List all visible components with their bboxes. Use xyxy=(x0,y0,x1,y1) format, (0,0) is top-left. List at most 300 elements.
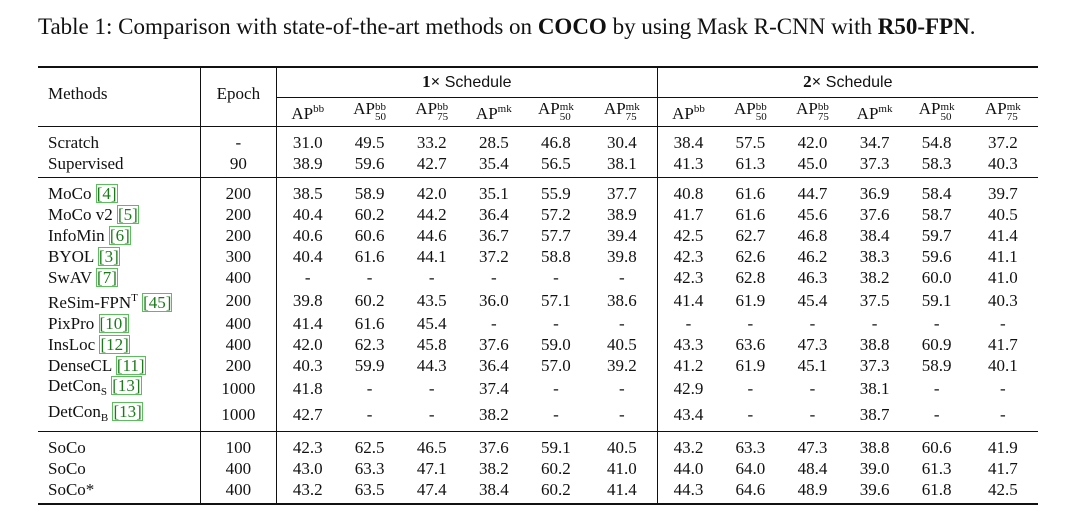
epoch-cell: 400 xyxy=(200,479,276,504)
method-name-cell xyxy=(38,153,200,178)
caption-backbone: R50-FPN xyxy=(877,14,970,39)
table-row xyxy=(38,267,1038,288)
metric-value-cell: 42.9 xyxy=(673,379,704,398)
metric-value-cell: 38.1 xyxy=(587,153,657,178)
metric-value-cell: 61.9 xyxy=(735,355,766,375)
metric-value-cell: 61.9 xyxy=(735,290,766,310)
epoch-cell: 200 xyxy=(200,288,276,313)
table-row xyxy=(38,153,1038,178)
method-superscript: T xyxy=(131,292,138,304)
metric-value-cell: 41.8 xyxy=(292,379,323,398)
method-name-cell xyxy=(38,313,200,334)
table-row xyxy=(38,432,1038,459)
metric-value-cell: 28.5 xyxy=(478,132,509,152)
citation-ref: [3] xyxy=(98,246,119,266)
metric-value-cell: 57.2 xyxy=(541,204,571,224)
metric-value-cell: - xyxy=(587,402,657,432)
metric-value-cell: 42.7 xyxy=(292,405,323,424)
metric-value-cell: 58.7 xyxy=(921,204,952,224)
method-name-cell xyxy=(38,127,200,154)
metric-value-cell: 38.2 xyxy=(478,405,509,424)
metric-supsub xyxy=(756,102,767,122)
metric-value-cell: 41.4 xyxy=(987,225,1018,245)
metric-supsub xyxy=(941,102,955,122)
metric-value-cell: 34.7 xyxy=(859,132,890,152)
metric-value-cell: - xyxy=(553,405,559,424)
metric-value-cell: 40.3 xyxy=(987,153,1018,173)
metric-supsub xyxy=(818,102,829,122)
metric-value-cell: 44.1 xyxy=(416,246,447,266)
method-name: MoCo v2 xyxy=(48,204,117,224)
metric-value-cell: 38.5 xyxy=(292,183,323,203)
metric-value-cell: 40.3 xyxy=(292,355,323,375)
metric-value-cell: 42.3 xyxy=(673,267,704,287)
citation-ref: [11] xyxy=(116,355,145,375)
epoch-cell: 200 xyxy=(200,225,276,246)
metric-value-cell: 63.3 xyxy=(735,437,766,457)
metric-value-cell: 38.8 xyxy=(859,334,890,354)
method-name-cell xyxy=(38,288,200,313)
metric-value-cell: 46.8 xyxy=(797,225,828,245)
metric-value-cell: 61.3 xyxy=(735,153,766,173)
citation-ref: [13] xyxy=(113,402,142,421)
metric-header xyxy=(968,98,1038,127)
citation-ref: [45] xyxy=(143,293,172,312)
metric-value-cell: - xyxy=(587,376,657,402)
metric-value-cell: 47.4 xyxy=(416,479,447,499)
method-subscript: B xyxy=(100,412,109,424)
metric-sub: 75 xyxy=(437,111,449,123)
method-name: InfoMin xyxy=(48,225,109,245)
metric-value-cell: 61.6 xyxy=(354,313,385,333)
metric-value-cell: 45.1 xyxy=(797,355,828,375)
metric-value-cell: 60.2 xyxy=(354,290,385,310)
metric-header xyxy=(844,98,906,127)
metric-header xyxy=(719,98,781,127)
method-name: SoCo xyxy=(48,437,86,457)
metric-value-cell: 60.6 xyxy=(354,225,385,245)
metric-value-cell: 41.4 xyxy=(587,479,657,504)
metric-value-cell: 37.3 xyxy=(859,355,890,375)
metric-value-cell: 41.2 xyxy=(673,355,704,375)
epoch-cell: 400 xyxy=(200,313,276,334)
metric-value-cell: 42.0 xyxy=(416,183,447,203)
metric-value-cell: 38.8 xyxy=(859,437,890,457)
ssl-methods-group xyxy=(38,178,1038,432)
schedule-1x-header: 1× Schedule xyxy=(276,67,657,98)
metric-value-cell: 56.5 xyxy=(541,153,571,173)
metric-value-cell: 63.3 xyxy=(354,458,385,478)
metric-sub: 50 xyxy=(755,111,767,123)
metric-value-cell: 63.5 xyxy=(354,479,385,499)
metric-value-cell: - xyxy=(809,379,816,398)
metric-value-cell: 41.0 xyxy=(987,267,1018,287)
method-name-cell xyxy=(38,479,200,504)
metric-value-cell: 43.5 xyxy=(416,290,447,310)
metric-base: AP xyxy=(475,104,498,123)
metric-sup: mk xyxy=(559,101,574,113)
metric-supsub xyxy=(1007,102,1021,122)
metric-value-cell: - xyxy=(366,405,373,424)
metric-value-cell: 37.3 xyxy=(859,153,890,173)
metric-value-cell: 57.5 xyxy=(735,132,766,152)
metric-value-cell: 40.4 xyxy=(292,204,323,224)
metric-value-cell: 39.8 xyxy=(587,246,657,267)
metric-base: AP xyxy=(856,104,879,123)
epoch-cell: 100 xyxy=(200,432,276,459)
metric-value-cell: 38.4 xyxy=(859,225,890,245)
metric-value-cell: 47.3 xyxy=(797,334,828,354)
metric-value-cell: 36.0 xyxy=(478,290,509,310)
metric-value-cell: 33.2 xyxy=(416,132,447,152)
metric-value-cell: 61.6 xyxy=(735,183,766,203)
metric-header xyxy=(587,98,657,127)
caption-suffix: . xyxy=(969,14,976,39)
metric-value-cell: 58.4 xyxy=(921,183,952,203)
metric-value-cell: - xyxy=(933,405,940,424)
metric-value-cell: 43.0 xyxy=(292,458,323,478)
metric-sub: 50 xyxy=(559,111,571,123)
citation-ref: [13] xyxy=(112,376,141,395)
table-caption xyxy=(38,14,1048,40)
metric-value-cell: 59.0 xyxy=(541,334,571,354)
metric-header xyxy=(401,98,463,127)
metric-value-cell: 46.3 xyxy=(797,267,828,287)
method-name: InsLoc xyxy=(48,334,100,354)
citation-ref: [6] xyxy=(109,225,130,245)
method-name-cell xyxy=(38,355,200,376)
metric-value-cell: - xyxy=(366,379,373,398)
metric-value-cell: 58.3 xyxy=(921,153,952,173)
metric-value-cell: 43.4 xyxy=(673,405,704,424)
metric-value-cell: 42.5 xyxy=(673,225,704,245)
citation-ref: [7] xyxy=(97,267,117,287)
metric-sup: bb xyxy=(437,101,449,113)
metric-value-cell: 37.2 xyxy=(987,132,1018,152)
metric-base: AP xyxy=(538,99,560,118)
citation-ref: [10] xyxy=(99,313,128,333)
metric-value-cell: - xyxy=(747,405,754,424)
metric-value-cell: - xyxy=(553,267,559,287)
citation-ref: [12] xyxy=(100,334,129,354)
metric-value-cell: 59.6 xyxy=(354,153,385,173)
metric-value-cell: - xyxy=(428,379,435,398)
metric-value-cell: 57.7 xyxy=(541,225,571,245)
metric-value-cell: 59.9 xyxy=(354,355,385,375)
metric-value-cell: - xyxy=(490,267,497,287)
method-name-cell xyxy=(38,402,200,432)
comparison-table xyxy=(38,66,1038,505)
metric-value-cell: 46.5 xyxy=(416,437,447,457)
metric-header xyxy=(276,98,338,127)
method-name: MoCo xyxy=(48,183,96,203)
metric-value-cell: - xyxy=(428,267,435,287)
metric-sup: bb xyxy=(374,101,386,113)
metric-sub: 75 xyxy=(1006,111,1018,123)
metric-value-cell: 45.8 xyxy=(416,334,447,354)
method-name: DetCon xyxy=(48,402,101,421)
method-name-cell xyxy=(38,458,200,479)
metric-value-cell: - xyxy=(685,313,692,333)
epoch-cell: 200 xyxy=(200,355,276,376)
metric-base: AP xyxy=(415,99,438,118)
table-row xyxy=(38,127,1038,154)
metric-value-cell: 41.4 xyxy=(673,290,704,310)
metric-value-cell: 59.7 xyxy=(921,225,952,245)
metric-value-cell: 36.7 xyxy=(478,225,509,245)
metric-header xyxy=(339,98,401,127)
method-name: SoCo xyxy=(48,458,86,478)
metric-sup: mk xyxy=(497,103,512,115)
metric-value-cell: 38.3 xyxy=(859,246,890,266)
metric-value-cell: 60.2 xyxy=(541,479,571,499)
metric-sub: 50 xyxy=(940,111,952,123)
metric-header xyxy=(781,98,843,127)
metric-value-cell: 38.1 xyxy=(859,379,890,398)
metric-value-cell: 35.1 xyxy=(478,183,509,203)
metric-value-cell: 45.4 xyxy=(797,290,828,310)
methods-header: Methods xyxy=(38,67,200,127)
metric-value-cell: 35.4 xyxy=(478,153,509,173)
metric-value-cell: 41.7 xyxy=(673,204,704,224)
table-row xyxy=(38,313,1038,334)
metric-value-cell: 45.6 xyxy=(797,204,828,224)
metric-value-cell: 37.6 xyxy=(478,437,509,457)
metric-value-cell: 39.7 xyxy=(987,183,1018,203)
table-row xyxy=(38,246,1038,267)
metric-sub: 75 xyxy=(625,111,637,123)
metric-value-cell: 41.7 xyxy=(987,458,1018,478)
metric-value-cell: 45.0 xyxy=(797,153,828,173)
metric-value-cell: 38.6 xyxy=(587,288,657,313)
metric-value-cell: 47.1 xyxy=(416,458,447,478)
metric-header xyxy=(906,98,968,127)
metric-value-cell: 44.3 xyxy=(416,355,447,375)
metric-value-cell: - xyxy=(809,405,816,424)
metric-value-cell: 62.7 xyxy=(735,225,766,245)
epoch-cell: 400 xyxy=(200,334,276,355)
metric-value-cell: 38.4 xyxy=(673,132,704,152)
metric-sup: mk xyxy=(1006,101,1021,113)
metric-value-cell: 40.5 xyxy=(587,334,657,355)
metric-base: AP xyxy=(733,99,756,118)
epoch-cell: 400 xyxy=(200,458,276,479)
metric-header xyxy=(525,98,587,127)
metric-value-cell: 42.0 xyxy=(797,132,828,152)
metric-value-cell: 39.4 xyxy=(587,225,657,246)
metric-value-cell: 62.8 xyxy=(735,267,766,287)
caption-dataset: COCO xyxy=(537,14,607,39)
method-name-cell xyxy=(38,246,200,267)
table-row xyxy=(38,458,1038,479)
epoch-header: Epoch xyxy=(200,67,276,127)
metric-value-cell: 38.7 xyxy=(859,405,890,424)
table-row xyxy=(38,402,1038,432)
epoch-cell: 90 xyxy=(200,153,276,178)
caption-middle: by using Mask R-CNN with xyxy=(606,14,878,39)
method-name: Scratch xyxy=(48,132,99,152)
baseline-group xyxy=(38,127,1038,178)
metric-value-cell: - xyxy=(490,313,497,333)
metric-supsub xyxy=(375,102,386,122)
metric-value-cell: 63.6 xyxy=(735,334,766,354)
metric-value-cell: 60.0 xyxy=(921,267,952,287)
metric-value-cell: 40.5 xyxy=(587,432,657,459)
caption-prefix: Table 1: Comparison with state-of-the-art methods on xyxy=(38,14,538,39)
metric-supsub xyxy=(437,102,448,122)
metric-value-cell: 58.9 xyxy=(921,355,952,375)
metric-sub: 50 xyxy=(374,111,386,123)
metric-value-cell: 60.2 xyxy=(541,458,571,478)
metric-value-cell: 58.9 xyxy=(354,183,385,203)
metric-value-cell: 40.6 xyxy=(292,225,323,245)
metric-value-cell: 59.1 xyxy=(921,290,952,310)
metric-value-cell: 37.5 xyxy=(859,290,890,310)
metric-value-cell: 44.2 xyxy=(416,204,447,224)
citation-ref: [4] xyxy=(96,183,117,203)
metric-value-cell: 48.9 xyxy=(797,479,828,499)
metric-value-cell: 46.2 xyxy=(797,246,828,266)
method-name: ReSim-FPN xyxy=(48,293,132,312)
table-row xyxy=(38,288,1038,313)
method-subscript: S xyxy=(100,386,108,398)
metric-value-cell: - xyxy=(1000,313,1006,333)
metric-value-cell: 41.1 xyxy=(987,246,1018,266)
metric-supsub xyxy=(560,102,574,122)
metric-value-cell: 37.6 xyxy=(859,204,890,224)
metric-value-cell: 44.0 xyxy=(673,458,704,478)
metric-base: AP xyxy=(603,99,626,118)
metric-value-cell: 40.5 xyxy=(987,204,1018,224)
metric-supsub xyxy=(626,102,640,122)
method-name: BYOL xyxy=(48,246,98,266)
metric-value-cell: 39.6 xyxy=(859,479,890,499)
metric-sub: 75 xyxy=(817,111,829,123)
epoch-cell: - xyxy=(200,127,276,154)
method-name-cell xyxy=(38,334,200,355)
metric-value-cell: - xyxy=(553,313,559,333)
metric-value-cell: - xyxy=(747,313,754,333)
metric-value-cell: 64.0 xyxy=(735,458,766,478)
metric-value-cell: 43.3 xyxy=(673,334,704,354)
metric-value-cell: 45.4 xyxy=(416,313,447,333)
metric-value-cell: 61.8 xyxy=(921,479,952,499)
metric-value-cell: - xyxy=(871,313,878,333)
metric-value-cell: 37.7 xyxy=(587,178,657,205)
method-name: DetCon xyxy=(48,376,101,395)
table-header xyxy=(38,67,1038,127)
metric-sup: bb xyxy=(817,101,829,113)
table-row xyxy=(38,204,1038,225)
metric-value-cell: 42.3 xyxy=(673,246,704,266)
metric-value-cell: 58.8 xyxy=(541,246,571,266)
metric-value-cell: 62.6 xyxy=(735,246,766,266)
metric-header xyxy=(463,98,525,127)
metric-value-cell: - xyxy=(933,313,940,333)
metric-value-cell: - xyxy=(1000,379,1006,398)
metric-value-cell: 61.6 xyxy=(354,246,385,266)
metric-value-cell: - xyxy=(587,313,657,334)
method-name: SwAV xyxy=(48,267,97,287)
metric-value-cell: - xyxy=(933,379,940,398)
metric-value-cell: - xyxy=(428,405,435,424)
metric-value-cell: 49.5 xyxy=(354,132,385,152)
metric-value-cell: 40.8 xyxy=(673,183,704,203)
metric-value-cell: 61.3 xyxy=(921,458,952,478)
citation-ref: [5] xyxy=(117,204,138,224)
metric-value-cell: 60.6 xyxy=(921,437,952,457)
table-row xyxy=(38,225,1038,246)
metric-value-cell: 47.3 xyxy=(797,437,828,457)
table-row xyxy=(38,178,1038,205)
metric-value-cell: - xyxy=(553,379,559,398)
metric-value-cell: 55.9 xyxy=(541,183,571,203)
metric-value-cell: - xyxy=(809,313,816,333)
method-name-cell xyxy=(38,178,200,205)
metric-value-cell: 60.9 xyxy=(921,334,952,354)
metric-value-cell: 62.5 xyxy=(354,437,385,457)
metric-value-cell: 38.2 xyxy=(859,267,890,287)
metric-value-cell: 38.2 xyxy=(478,458,509,478)
metric-value-cell: 38.9 xyxy=(587,204,657,225)
metric-value-cell: 57.1 xyxy=(541,290,571,310)
metric-value-cell: 38.4 xyxy=(478,479,509,499)
metric-value-cell: 30.4 xyxy=(587,127,657,154)
epoch-cell: 1000 xyxy=(200,376,276,402)
metric-value-cell: 54.8 xyxy=(921,132,952,152)
metric-value-cell: 46.8 xyxy=(541,132,571,152)
metric-value-cell: 42.0 xyxy=(292,334,323,354)
metric-header xyxy=(657,98,719,127)
metric-value-cell: 42.5 xyxy=(987,479,1018,499)
metric-value-cell: 43.2 xyxy=(292,479,323,499)
metric-value-cell: 37.6 xyxy=(478,334,509,354)
method-name-cell xyxy=(38,432,200,459)
method-name: SoCo* xyxy=(48,479,95,499)
metric-value-cell: 43.2 xyxy=(673,437,704,457)
metric-value-cell: 41.7 xyxy=(987,334,1018,354)
table-row xyxy=(38,376,1038,402)
method-name-cell xyxy=(38,204,200,225)
metric-value-cell: - xyxy=(304,267,311,287)
metric-base: AP xyxy=(796,99,818,118)
metric-value-cell: 61.6 xyxy=(735,204,766,224)
soco-group xyxy=(38,432,1038,505)
table-row xyxy=(38,479,1038,504)
metric-value-cell: 59.1 xyxy=(541,437,571,457)
metric-value-cell: 39.2 xyxy=(587,355,657,376)
epoch-cell: 300 xyxy=(200,246,276,267)
metric-value-cell: 38.9 xyxy=(292,153,323,173)
metric-sup: bb xyxy=(755,101,767,113)
metric-base: AP xyxy=(672,104,694,123)
metric-value-cell: 39.8 xyxy=(292,290,323,310)
metric-value-cell: - xyxy=(587,267,657,288)
metric-value-cell: 37.4 xyxy=(478,379,509,398)
method-name-cell xyxy=(38,225,200,246)
metric-sup: bb xyxy=(693,103,705,115)
method-name-cell xyxy=(38,376,200,402)
metric-value-cell: 41.4 xyxy=(292,313,323,333)
metric-value-cell: 37.2 xyxy=(478,246,509,266)
metric-value-cell: 39.0 xyxy=(859,458,890,478)
metric-base: AP xyxy=(353,99,375,118)
metric-sup: mk xyxy=(625,101,640,113)
metric-value-cell: 44.6 xyxy=(416,225,447,245)
method-name: PixPro xyxy=(48,313,99,333)
metric-value-cell: 42.3 xyxy=(292,437,323,457)
metric-value-cell: 36.4 xyxy=(478,204,509,224)
